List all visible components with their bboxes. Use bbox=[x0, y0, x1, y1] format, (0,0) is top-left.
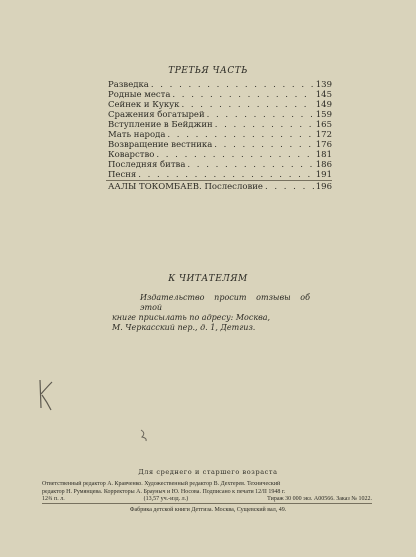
toc-entry-page: 186 bbox=[315, 160, 332, 170]
leader-dots bbox=[207, 110, 314, 120]
toc-entry-title: ААЛЫ ТОКОМБАЕВ. Послесловие bbox=[108, 182, 263, 192]
toc-afterword bbox=[108, 182, 332, 192]
toc-entry bbox=[108, 90, 332, 100]
leader-dots bbox=[215, 120, 314, 130]
toc-heading: ТРЕТЬЯ ЧАСТЬ bbox=[168, 66, 248, 76]
reader-heading: К ЧИТАТЕЛЯМ bbox=[168, 274, 248, 284]
leader-dots bbox=[187, 160, 313, 170]
toc-entry-page: 165 bbox=[315, 120, 332, 130]
table-of-contents bbox=[108, 80, 332, 192]
toc-entry-page: 172 bbox=[315, 130, 332, 140]
imprint-line: Ответственный редактор А. Кравченко. Художественный редактор В. Дехтерев. Технический bbox=[42, 481, 281, 487]
leader-dots bbox=[156, 150, 313, 160]
toc-entry-title: Мать народа bbox=[108, 130, 166, 140]
toc-entry bbox=[108, 110, 332, 120]
leader-dots bbox=[214, 140, 313, 150]
imprint-block bbox=[42, 481, 372, 504]
toc-entry-title: Возвращение вестника bbox=[108, 140, 213, 150]
toc-entry bbox=[108, 160, 332, 170]
toc-entry-page: 139 bbox=[315, 80, 332, 90]
toc-entry-title: Песня bbox=[108, 170, 137, 180]
leader-dots bbox=[265, 182, 314, 192]
imprint-sheets: 12¾ п. л. bbox=[42, 496, 65, 502]
leader-dots bbox=[172, 90, 313, 100]
audience-note: Для среднего и старшего возраста bbox=[138, 468, 278, 476]
printer-line: Фабрика детской книги Детгиза. Москва, Сущевский вал, 49. bbox=[129, 507, 287, 513]
toc-entry bbox=[108, 150, 332, 160]
toc-entry bbox=[108, 170, 332, 180]
toc-entry bbox=[108, 130, 332, 140]
toc-entry-page: 176 bbox=[315, 140, 332, 150]
leader-dots bbox=[151, 80, 314, 90]
toc-entry-title: Сражения богатырей bbox=[108, 110, 205, 120]
imprint-print-run: Тираж 30 000 экз. А00566. Заказ № 1022. bbox=[267, 496, 372, 502]
toc-entry-page: 145 bbox=[315, 90, 332, 100]
toc-entry-page: 196 bbox=[315, 182, 332, 192]
pencil-scribble-icon bbox=[34, 378, 56, 414]
toc-entry bbox=[108, 120, 332, 130]
toc-entry-page: 191 bbox=[315, 170, 332, 180]
leader-dots bbox=[181, 100, 313, 110]
toc-entry bbox=[108, 80, 332, 90]
leader-dots bbox=[138, 170, 314, 180]
reader-line: Издательство просит отзывы об этой bbox=[140, 293, 310, 312]
toc-entry-title: Родные места bbox=[108, 90, 171, 100]
toc-entry-title: Сейнек и Кукук bbox=[108, 100, 180, 110]
reader-notice bbox=[112, 293, 310, 333]
toc-divider bbox=[106, 180, 332, 181]
imprint-divider bbox=[42, 503, 372, 504]
toc-entry bbox=[108, 140, 332, 150]
toc-entry-page: 181 bbox=[315, 150, 332, 160]
imprint-edition-sheets: (13,57 уч.-изд. л.) bbox=[143, 496, 189, 502]
toc-entry-title: Разведка bbox=[108, 80, 149, 90]
toc-entry bbox=[108, 100, 332, 110]
toc-entry-title: Коварство bbox=[108, 150, 155, 160]
imprint-line: редактор Н. Румянцева. Корректоры А. Брауныч и Ю. Носова. Подписано к печати 12/II 1948 г. bbox=[42, 488, 286, 495]
toc-entry-page: 159 bbox=[315, 110, 332, 120]
toc-entry-title: Вступление в Бейджин bbox=[108, 120, 213, 130]
reader-line: М. Черкасский пер., д. 1, Детгиз. bbox=[112, 323, 256, 332]
reader-line: книге присылать по адресу: Москва, bbox=[112, 313, 271, 322]
toc-entry-title: Последняя битва bbox=[108, 160, 186, 170]
pencil-mark-icon bbox=[138, 428, 150, 442]
toc-entry-page: 149 bbox=[315, 100, 332, 110]
leader-dots bbox=[167, 130, 313, 140]
